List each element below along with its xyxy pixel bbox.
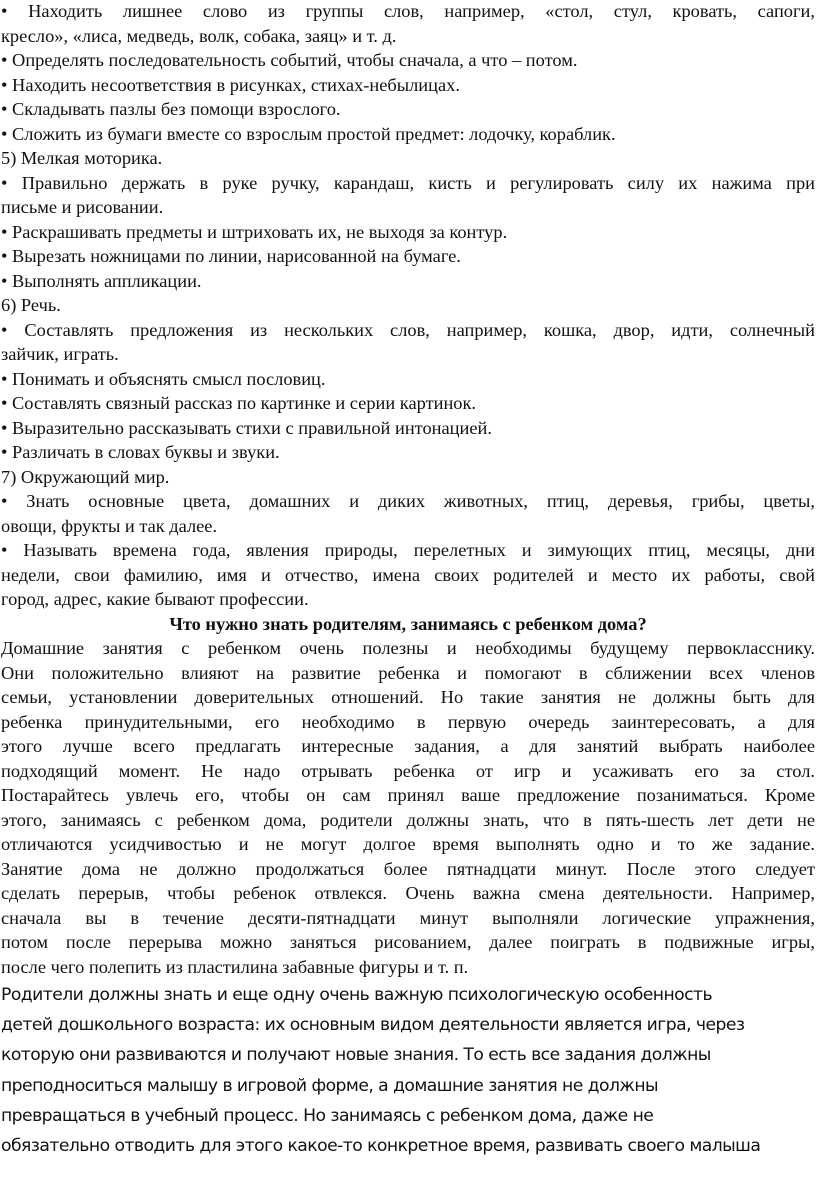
text-line: Родители должны знать и еще одну очень важную психологическую особенность bbox=[1, 985, 713, 1005]
text-line: • Находить несоответствия в рисунках, стихах-небылицах. bbox=[1, 74, 460, 95]
text-line: сначала вы в течение десяти-пятнадцати минут выполняли логические упражнения, bbox=[1, 907, 815, 928]
text-line: 5) Мелкая моторика. bbox=[1, 148, 163, 168]
text-line: Домашние занятия с ребенком очень полезны и необходимы будущему первокласснику. bbox=[1, 638, 815, 658]
text-line: обязательно отводить для этого какое-то конкретное время, развивать своего малыша bbox=[1, 1136, 761, 1157]
list-section bbox=[1, 0, 815, 612]
text-line: потом после перерыва можно заняться рисованием, далее поиграть в подвижные игры, bbox=[1, 932, 815, 952]
text-line: • Знать основные цвета, домашних и диких животных, птиц, деревья, грибы, цветы, bbox=[1, 491, 815, 511]
text-line: • Сложить из бумаги вместе со взрослым простой предмет: лодочку, кораблик. bbox=[1, 123, 616, 144]
text-line: • Складывать пазлы без помощи взрослого. bbox=[1, 99, 341, 119]
text-line: отличаются усидчивостью и не могут долгое время выполнять одно и то же задание. bbox=[1, 834, 815, 854]
text-line: 7) Окружающий мир. bbox=[1, 466, 170, 487]
text-line: этого лучше всего предлагать интересные задания, а для занятий выбрать наиболее bbox=[1, 736, 815, 756]
text-line: детей дошкольного возраста: их основным видом деятельности является игра, через bbox=[1, 1015, 745, 1036]
text-line: кресло», «лиса, медведь, волк, собака, заяц» и т. д. bbox=[1, 25, 397, 46]
section-heading: Что нужно знать родителям, занимаясь с ребенком дома? bbox=[169, 613, 647, 634]
text-line: ребенка принудительными, его необходимо в первую очередь заинтересовать, а для bbox=[1, 711, 815, 732]
text-line: • Выполнять аппликации. bbox=[1, 270, 202, 291]
text-line: • Составлять связный рассказ по картинке и серии картинок. bbox=[1, 393, 477, 413]
text-line: • Вырезать ножницами по линии, нарисованной на бумаге. bbox=[1, 246, 461, 266]
text-line: после чего полепить из пластилина забавные фигуры и т. п. bbox=[1, 956, 469, 977]
text-line: которую они развиваются и получают новые знания. То есть все задания должны bbox=[1, 1045, 711, 1066]
text-line: • Называть времена года, явления природы, перелетных и зимующих птиц, месяцы, дни bbox=[1, 540, 815, 560]
text-line: город, адрес, какие бывают профессии. bbox=[1, 589, 309, 609]
text-line: Занятие дома не должно продолжаться более пятнадцати минут. После этого следует bbox=[1, 858, 815, 879]
text-line: • Раскрашивать предметы и штриховать их, не выходя за контур. bbox=[1, 221, 508, 242]
text-line: • Правильно держать в руке ручку, карандаш, кисть и регулировать силу их нажима при bbox=[1, 172, 815, 193]
text-line: • Находить лишнее слово из группы слов, например, «стол, стул, кровать, сапоги, bbox=[1, 1, 815, 21]
text-line: • Определять последовательность событий, чтобы сначала, а что – потом. bbox=[1, 50, 578, 70]
text-line: недели, свои фамилию, имя и отчество, имена своих родителей и место их работы, свой bbox=[1, 564, 815, 585]
text-line: • Различать в словах буквы и звуки. bbox=[1, 442, 280, 462]
text-line: • Выразительно рассказывать стихи с правильной интонацией. bbox=[1, 417, 492, 438]
text-line: • Составлять предложения из нескольких слов, например, кошка, двор, идти, солнечный bbox=[1, 319, 815, 340]
text-line: • Понимать и объяснять смысл пословиц. bbox=[1, 368, 326, 389]
text-line: сделать перерыв, чтобы ребенок отвлекся. Очень важна смена деятельности. Например, bbox=[1, 883, 815, 903]
paragraph-sans bbox=[1, 980, 815, 1161]
text-line: 6) Речь. bbox=[1, 295, 61, 315]
text-line: Постарайтесь увлечь его, чтобы он сам принял ваше предложение позаниматься. Кроме bbox=[1, 785, 815, 805]
paragraph-serif bbox=[1, 636, 815, 979]
text-line: преподноситься малышу в игровой форме, а домашние занятия не должны bbox=[1, 1075, 659, 1096]
text-line: превращаться в учебный процесс. Но занимаясь с ребенком дома, даже не bbox=[1, 1105, 654, 1126]
text-line: семьи, установлении доверительных отношений. Но такие занятия не должны быть для bbox=[1, 687, 815, 707]
text-line: подходящий момент. Не надо отрывать ребенка от игр и усаживать его за стол. bbox=[1, 760, 815, 781]
text-line: Они положительно влияют на развитие ребенка и помогают в сближении всех членов bbox=[1, 662, 815, 683]
text-line: зайчик, играть. bbox=[1, 344, 119, 364]
text-line: овощи, фрукты и так далее. bbox=[1, 515, 218, 536]
text-line: письме и рисовании. bbox=[1, 197, 164, 217]
text-line: этого, занимаясь с ребенком дома, родители должны знать, что в пять-шесть лет дети не bbox=[1, 809, 815, 830]
